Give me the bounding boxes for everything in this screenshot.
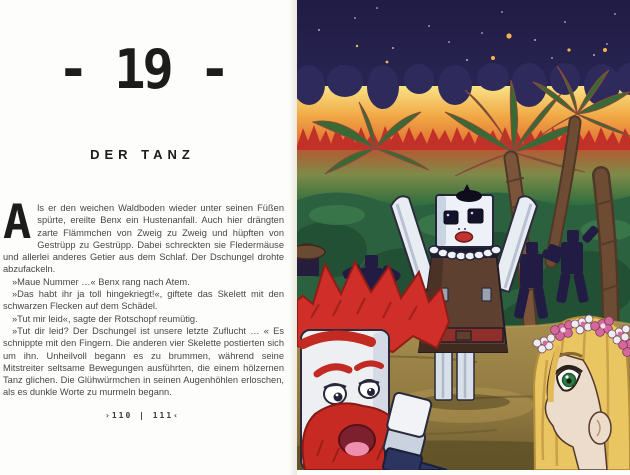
jungle-night-illustration	[297, 0, 630, 470]
paragraph-opening-text: ls er den weichen Waldboden wieder unter seinen Füßen spürte, ereilte Benx ein Hustenanfall. Auch hier drängten zarte Flämmchen von Zweig zu Zweig und hüpften von Gestrüpp zu Gestrüpp. Dabei schreckten sie Fledermäuse und allerlei anderes Getier aus dem Schlaf. Der Dschungel drohte abzufackeln.	[3, 203, 284, 275]
illustration-page	[297, 0, 630, 470]
chapter-title: DER TANZ	[90, 147, 195, 162]
page-number: ›110 | 111‹	[105, 411, 180, 420]
body-text	[3, 195, 284, 399]
paragraph-dialogue: »Tut dir leid? Der Dschungel ist unsere letzte Zuflucht … « Es schnippte mit den Fingern. Die anderen vier Skelette postierten sich um ihn. Unheilvoll begann es zu brummen, während seine Mitstreiter seltsame Bewegungen ausführten, die einem hölzernen Tanz glichen. Die Glühwürmchen in seinen Augenhöhlen erloschen, als es dunkle Worte zu murmeln begann.	[3, 325, 284, 398]
paragraph-dialogue: »Das habt ihr ja toll hingekriegt!«, giftete das Skelett mit den schwarzen Flecken auf dem Schädel.	[3, 289, 284, 312]
paragraph-dialogue: »Maue Nummer …« Benx rang nach Atem.	[12, 276, 190, 287]
paragraph-dialogue: »Tut mir leid«, sagte der Rotschopf reumütig.	[12, 313, 198, 324]
skeleton-mouth	[456, 232, 473, 242]
paragraph-opening	[3, 195, 284, 276]
drop-cap: A	[3, 195, 32, 250]
skeleton-eye	[468, 209, 483, 223]
left-page	[0, 0, 297, 475]
flower-crown-girl	[533, 315, 630, 470]
skeleton-eye	[444, 211, 458, 224]
chapter-number: - 19 -	[57, 38, 228, 102]
